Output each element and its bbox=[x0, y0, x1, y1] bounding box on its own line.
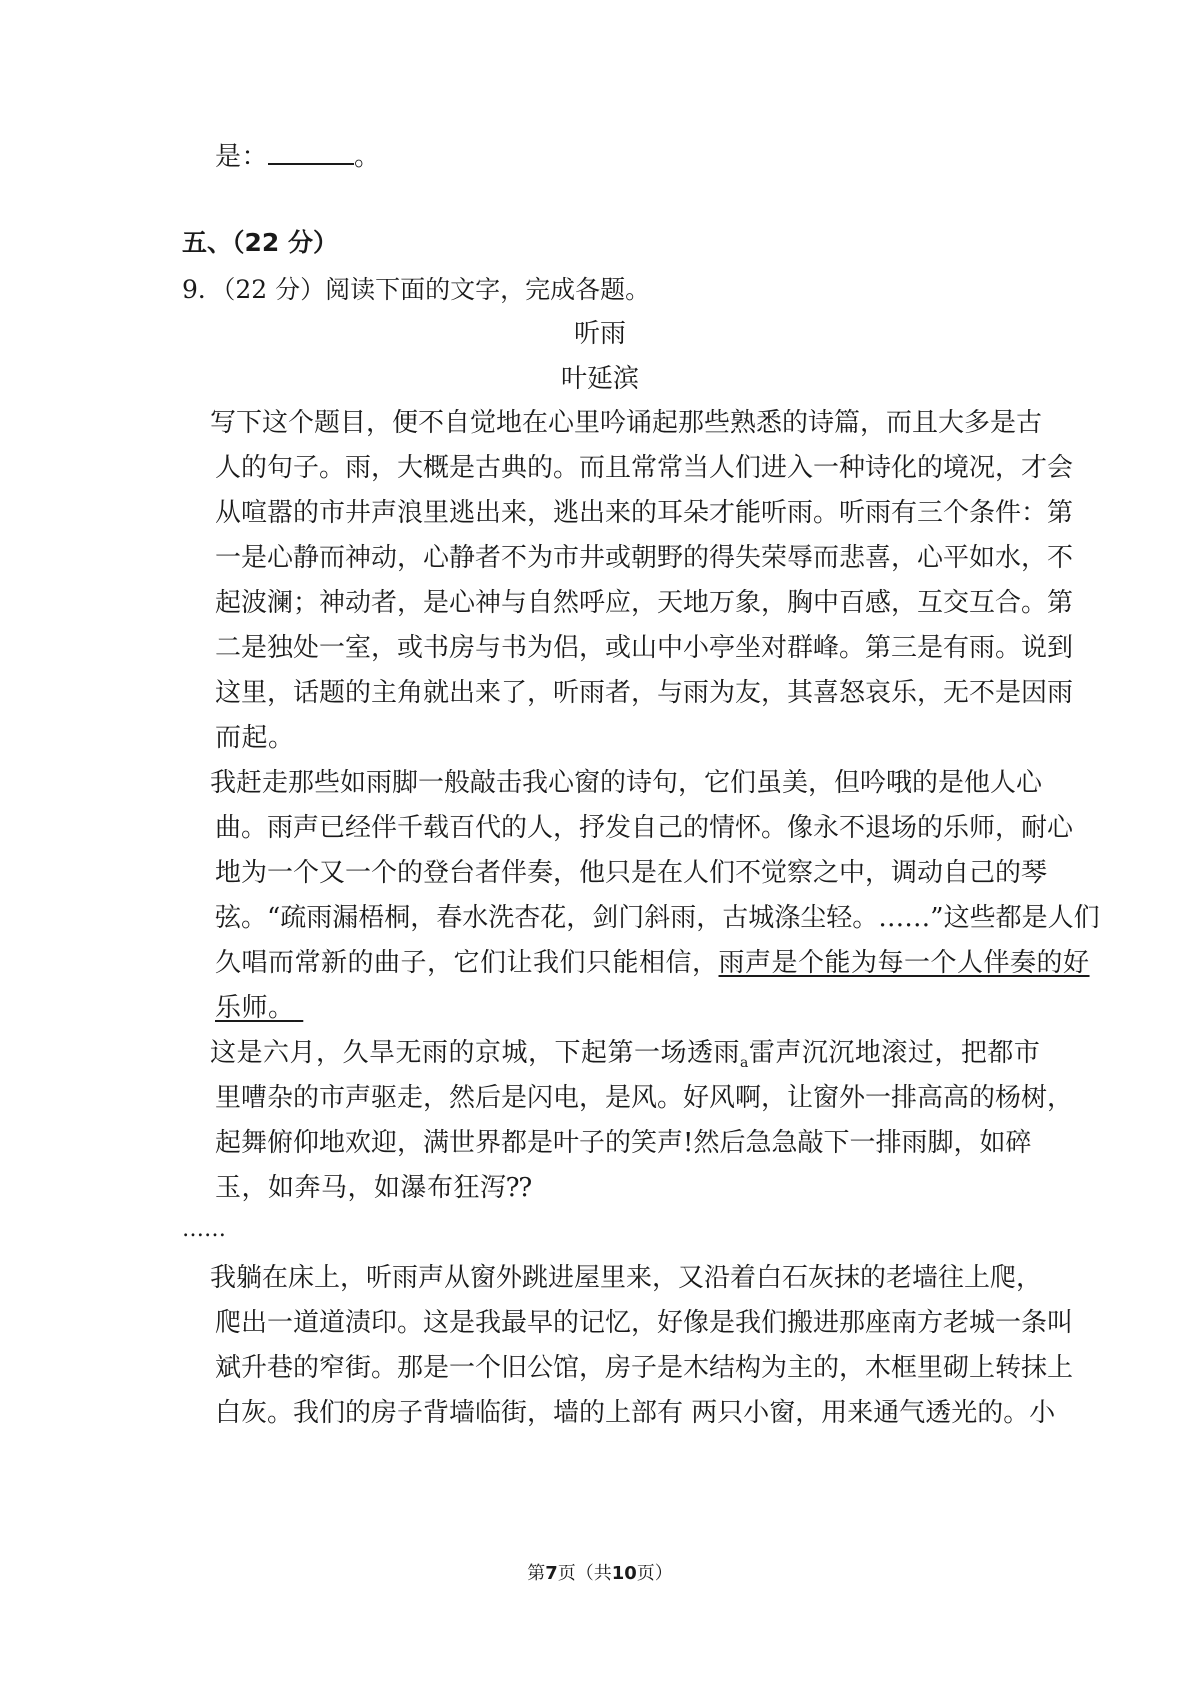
ellipsis: …… bbox=[182, 1217, 226, 1242]
p3-line-1 bbox=[210, 1035, 1040, 1081]
p3-line-1-b: 雷声沉沉地滚过，把都市 bbox=[748, 1038, 1041, 1068]
p2-line-6 bbox=[215, 990, 309, 1026]
p4-line-4: 白灰。我们的房子背墙临街，墙的上部有 两只小窗，用来通气透光的。小 bbox=[215, 1398, 1056, 1428]
section-heading: 五、（22 分） bbox=[182, 228, 338, 257]
p3-line-1-sub: a bbox=[740, 1055, 749, 1071]
article-title: 听雨 bbox=[573, 319, 626, 349]
article-author: 叶延滨 bbox=[560, 364, 639, 394]
underlined-sentence-part-1: 雨声是个能为每一个人伴奏的好 bbox=[718, 948, 1090, 978]
p1-line-3: 从喧嚣的市井声浪里逃出来，逃出来的耳朵才能听雨。听雨有三个条件：第 bbox=[215, 498, 1074, 528]
p1-line-7: 这里，话题的主角就出来了，听雨者，与雨为友，其喜怒哀乐，无不是因雨 bbox=[215, 678, 1074, 708]
page-number: 7 bbox=[545, 1563, 558, 1584]
footer-prefix: 第 bbox=[527, 1563, 546, 1584]
page-footer bbox=[0, 1562, 1200, 1586]
p1-line-2: 人的句子。雨，大概是古典的。而且常常当人们进入一种诗化的境况，才会 bbox=[215, 453, 1074, 483]
p1-line-5: 起波澜；神动者，是心神与自然呼应，天地万象，胸中百感，互交互合。第 bbox=[215, 588, 1074, 618]
total-pages: 10 bbox=[611, 1563, 637, 1584]
p2-line-3: 地为一个又一个的登台者伴奏，他只是在人们不觉察之中，调动自己的琴 bbox=[215, 858, 1048, 888]
p1-line-1: 写下这个题目，便不自觉地在心里吟诵起那些熟悉的诗篇，而且大多是古 bbox=[210, 408, 1043, 438]
p3-line-1-a: 这是六月，久旱无雨的京城，下起第一场透雨 bbox=[210, 1038, 741, 1068]
answer-blank bbox=[268, 141, 354, 165]
p2-line-2: 曲。雨声已经伴千载百代的人，抒发自己的情怀。像永不退场的乐师，耐心 bbox=[215, 813, 1074, 843]
p1-line-6: 二是独处一室，或书房与书为侣，或山中小亭坐对群峰。第三是有雨。说到 bbox=[215, 633, 1074, 663]
p2-line-5 bbox=[215, 945, 1090, 981]
p3-line-3: 起舞俯仰地欢迎，满世界都是叶子的笑声!然后急急敲下一排雨脚，如碎 bbox=[215, 1128, 1032, 1158]
footer-middle: 页（共 bbox=[557, 1563, 612, 1584]
p1-line-4: 一是心静而神动，心静者不为市井或朝野的得失荣辱而悲喜，心平如水，不 bbox=[215, 543, 1074, 573]
p3-line-2: 里嘈杂的市声驱走，然后是闪电，是风。好风啊，让窗外一排高高的杨树， bbox=[215, 1083, 1074, 1113]
question-prompt: 9．（22 分）阅读下面的文字，完成各题。 bbox=[182, 275, 651, 304]
underlined-sentence-part-2: 乐师。 bbox=[215, 993, 295, 1023]
p4-line-1: 我躺在床上，听雨声从窗外跳进屋里来，又沿着白石灰抹的老墙往上爬， bbox=[210, 1263, 1043, 1293]
p2-line-1: 我赶走那些如雨脚一般敲击我心窗的诗句，它们虽美，但吟哦的是他人心 bbox=[210, 768, 1043, 798]
p4-line-3: 斌升巷的窄街。那是一个旧公馆，房子是木结构为主的，木框里砌上转抹上 bbox=[215, 1353, 1074, 1383]
p2-line-4: 弦。“疏雨漏梧桐，春水洗杏花，剑门斜雨，古城涤尘轻。……”这些都是人们 bbox=[215, 903, 1100, 933]
answer-suffix: 。 bbox=[354, 142, 381, 172]
answer-line bbox=[215, 139, 381, 175]
p2-line-5-plain: 久唱而常新的曲子，它们让我们只能相信， bbox=[215, 948, 719, 978]
answer-prefix: 是： bbox=[215, 142, 269, 172]
p3-line-4: 玉，如奔马，如瀑布狂泻⁇ bbox=[215, 1173, 533, 1203]
p1-line-8: 而起。 bbox=[215, 723, 295, 753]
footer-suffix: 页） bbox=[636, 1563, 673, 1584]
p4-line-2: 爬出一道道渍印。这是我最早的记忆，好像是我们搬进那座南方老城一条叫 bbox=[215, 1308, 1074, 1338]
